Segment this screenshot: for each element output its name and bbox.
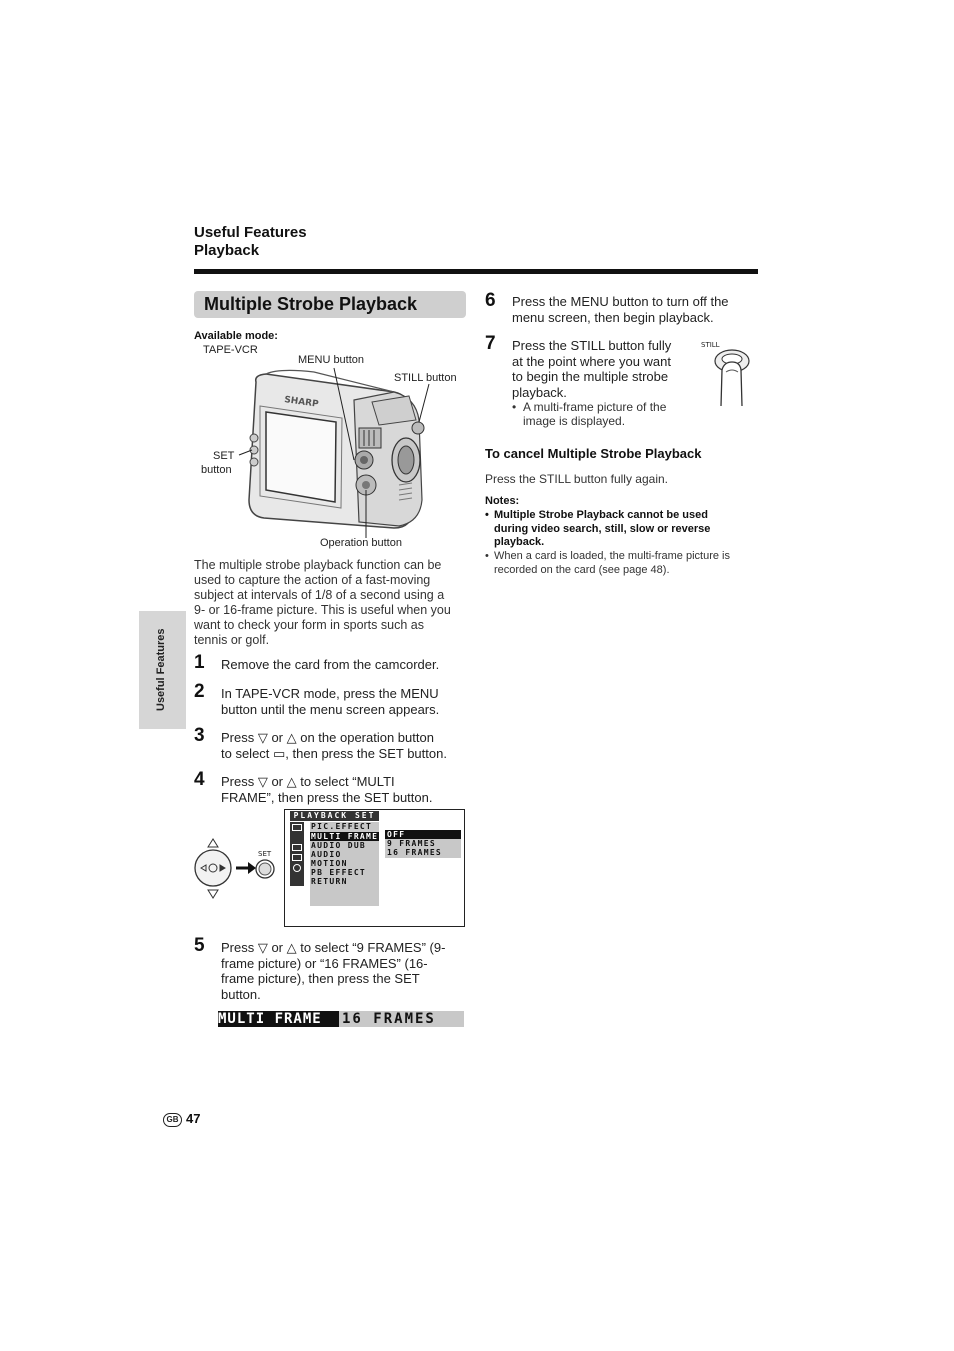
osd-value: 16 FRAMES (342, 1011, 436, 1027)
note-bold (485, 509, 710, 550)
operation-button-diagram (192, 835, 284, 903)
menu-item[interactable]: AUDIO (311, 850, 342, 859)
note-line: during video search, still, slow or reverse (494, 522, 711, 535)
menu-items (310, 822, 379, 906)
step7-bullet (512, 400, 666, 428)
title-bar (194, 291, 466, 318)
intro-line: tennis or golf. (194, 633, 270, 647)
step-line: to begin the multiple strobe (512, 369, 669, 384)
step-text (221, 940, 445, 1002)
step-number: 6 (485, 290, 496, 311)
step-line: playback. (512, 384, 567, 400)
menu-button-label: MENU button (298, 354, 365, 366)
cancel-text: Press the STILL button fully again. (485, 472, 668, 486)
dial-icon (293, 864, 301, 872)
step-line: at the point where you want (512, 353, 671, 369)
still-button-label: STILL button (394, 372, 457, 384)
step-line: Press ▽ or △ to select “MULTI (221, 774, 395, 789)
step-line: Remove the card from the camcorder. (221, 657, 440, 672)
page-number: 47 (186, 1111, 201, 1126)
step-number: 5 (194, 935, 205, 956)
bullet-icon: • (485, 550, 489, 562)
brand-text: SHARP (283, 395, 320, 410)
tape-icon (292, 824, 302, 831)
set-button-label-1: SET (213, 450, 235, 462)
side-tab (139, 611, 186, 729)
subsection-header: Playback (194, 242, 260, 259)
bullet-icon: • (485, 509, 489, 521)
menu-item[interactable]: RETURN (311, 877, 348, 886)
menu-submenu (385, 830, 461, 858)
still-label: STILL (701, 341, 720, 349)
step-line: menu screen, then begin playback. (512, 309, 714, 325)
available-mode-label: Available mode: (194, 330, 278, 342)
step-line: to select ▭, then press the SET button. (221, 745, 447, 761)
submenu-item[interactable]: 9 FRAMES (387, 839, 436, 848)
menu-screen (284, 809, 465, 927)
menu-item[interactable]: AUDIO DUB (311, 841, 367, 850)
finger-icon (721, 362, 742, 406)
note-line: When a card is loaded, the multi-frame picture is (494, 550, 730, 562)
osd-mode: MULTI FRAME (218, 1011, 339, 1027)
header-rule (194, 269, 758, 274)
lcd-icon (292, 854, 302, 861)
menu-icon-column (290, 822, 304, 886)
section-header: Useful Features (194, 224, 307, 241)
step-text (512, 294, 729, 325)
step-text (221, 686, 439, 717)
bullet-line: image is displayed. (523, 414, 626, 428)
step-text (221, 730, 447, 761)
set-button-label-2: button (201, 464, 232, 476)
note-line: playback. (494, 536, 545, 548)
still-button-illustration (700, 338, 756, 408)
menu-item[interactable]: PB EFFECT (311, 868, 367, 877)
step-line: button until the menu screen appears. (221, 701, 440, 717)
operation-button-label: Operation button (320, 537, 402, 549)
region-badge: GB (163, 1113, 182, 1127)
intro-line: The multiple strobe playback function can be (194, 558, 442, 572)
step-number: 1 (194, 652, 205, 673)
step-line: Press the MENU button to turn off the (512, 294, 729, 309)
step-line: Press ▽ or △ to select “9 FRAMES” (9- (221, 940, 446, 955)
intro-line: subject at intervals of 1/8 of a second using a (194, 588, 445, 602)
step-number: 4 (194, 769, 205, 790)
note-2 (485, 550, 730, 577)
step-number: 2 (194, 681, 205, 702)
side-tab-label: Useful Features (155, 628, 167, 711)
arrow-right-icon (248, 862, 256, 874)
step-text (512, 338, 671, 400)
step-text (221, 657, 439, 673)
menu-item-selected[interactable]: MULTI FRAME (311, 832, 379, 841)
menu-item[interactable]: MOTION (311, 859, 348, 868)
etc-icon (292, 844, 302, 851)
step-line: In TAPE-VCR mode, press the MENU (221, 686, 439, 701)
bullet-icon: • (512, 400, 517, 414)
submenu-item-selected[interactable]: OFF (385, 830, 461, 839)
step-line: frame picture), then press the SET (221, 971, 420, 986)
available-mode-value: TAPE-VCR (203, 344, 258, 356)
page-title: Multiple Strobe Playback (204, 294, 418, 314)
arrow-up-icon (208, 839, 218, 847)
submenu-item[interactable]: 16 FRAMES (387, 848, 443, 857)
intro-line: used to capture the action of a fast-moving (194, 573, 431, 587)
step-line: Press ▽ or △ on the operation button (221, 730, 434, 745)
cancel-heading: To cancel Multiple Strobe Playback (485, 446, 702, 461)
step-number: 7 (485, 333, 496, 354)
note-line: recorded on the card (see page 48). (494, 563, 670, 576)
step-line: frame picture) or “16 FRAMES” (16- (221, 955, 428, 971)
notes-label: Notes: (485, 495, 520, 507)
step-number: 3 (194, 725, 205, 746)
intro-line: 9- or 16-frame picture. This is useful when you (194, 603, 451, 617)
bullet-line: A multi-frame picture of the (523, 400, 667, 414)
step-line: FRAME”, then press the SET button. (221, 789, 433, 805)
step-text (221, 774, 432, 805)
arrow-down-icon (208, 890, 218, 898)
step-line: button. (221, 986, 261, 1002)
note-line: Multiple Strobe Playback cannot be used (494, 509, 708, 521)
step-line: Press the STILL button fully (512, 338, 672, 353)
intro-paragraph (194, 558, 469, 648)
osd-display (218, 1011, 464, 1027)
menu-item[interactable]: PIC.EFFECT (311, 822, 373, 831)
set-label: SET (258, 850, 272, 858)
intro-line: want to check your form in sports such as (194, 618, 424, 632)
menu-title: PLAYBACK SET (290, 811, 379, 821)
